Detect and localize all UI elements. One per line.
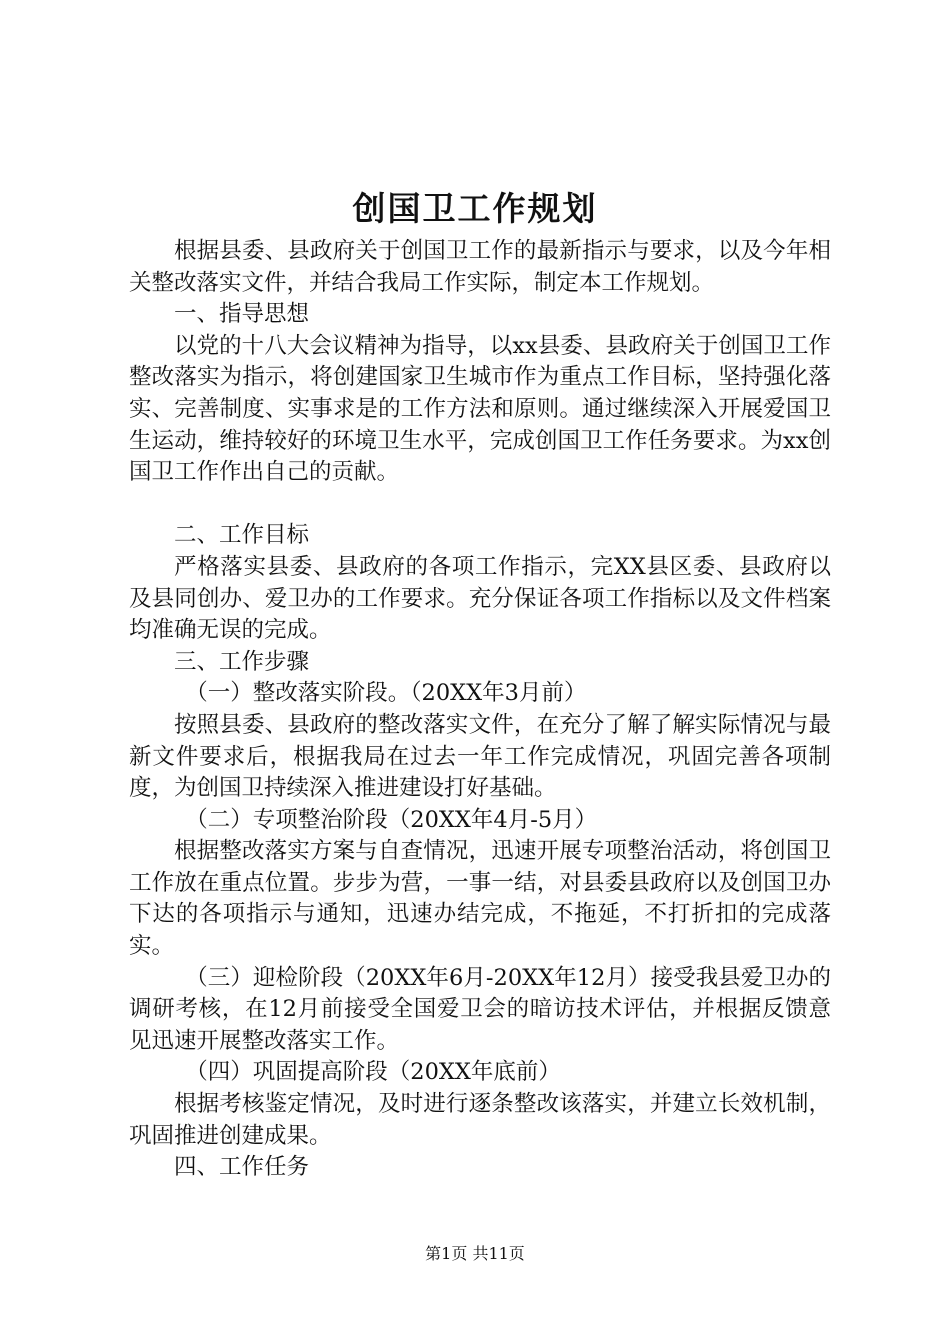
intro-paragraph: 根据县委、县政府关于创国卫工作的最新指示与要求，以及今年相关整改落实文件，并结合我局工作实际，制定本工作规划。 [129, 238, 831, 296]
page-number-footer: 第1页 共11页 [425, 1244, 525, 1263]
step-paragraph-4: 根据考核鉴定情况，及时进行逐条整改该落实，并建立长效机制，巩固推进创建成果。 [129, 1091, 831, 1149]
section-paragraph-guiding-ideology: 以党的十八大会议精神为指导，以xx县委、县政府关于创国卫工作整改落实为指示，将创建国家卫生城市作为重点工作目标，坚持强化落实、完善制度、实事求是的工作方法和原则。通过继续深入开展爱国卫生运动，维持较好的环境卫生水平，完成创国卫工作任务要求。为xx创国卫工作作出自己的贡献。 [129, 332, 831, 486]
step-heading-2: （二）专项整治阶段（20XX年4月-5月） [185, 806, 598, 833]
section-heading-work-steps: 三、工作步骤 [174, 648, 310, 675]
step-paragraph-1: 按照县委、县政府的整改落实文件，在充分了解了解实际情况与最新文件要求后，根据我局在过去一年工作完成情况，巩固完善各项制度，为创国卫持续深入推进建设打好基础。 [129, 711, 831, 802]
section-heading-work-tasks: 四、工作任务 [174, 1154, 310, 1181]
section-heading-work-goals: 二、工作目标 [174, 522, 310, 549]
step-paragraph-2: 根据整改落实方案与自查情况，迅速开展专项整治活动，将创国卫工作放在重点位置。步步为营，一事一结，对县委县政府以及创国卫办下达的各项指示与通知，迅速办结完成，不拖延，不打折扣的完成落实。 [129, 838, 831, 960]
step-heading-1: （一）整改落实阶段。（20XX年3月前） [185, 680, 587, 707]
document-body [129, 236, 831, 1184]
step-paragraph-3: （三）迎检阶段（20XX年6月-20XX年12月）接受我县爱卫办的调研考核，在12月前接受全国爱卫会的暗访技术评估，并根据反馈意见迅速开展整改落实工作。 [129, 964, 831, 1054]
section-paragraph-work-goals: 严格落实县委、县政府的各项工作指示，完XX县区委、县政府以及县同创办、爱卫办的工作要求。充分保证各项工作指标以及文件档案均准确无误的完成。 [129, 553, 831, 644]
document-title: 创国卫工作规划 [352, 189, 598, 228]
step-heading-4: （四）巩固提高阶段（20XX年底前） [185, 1059, 561, 1086]
section-heading-guiding-ideology: 一、指导思想 [174, 301, 310, 328]
paragraph-spacer [129, 489, 831, 521]
